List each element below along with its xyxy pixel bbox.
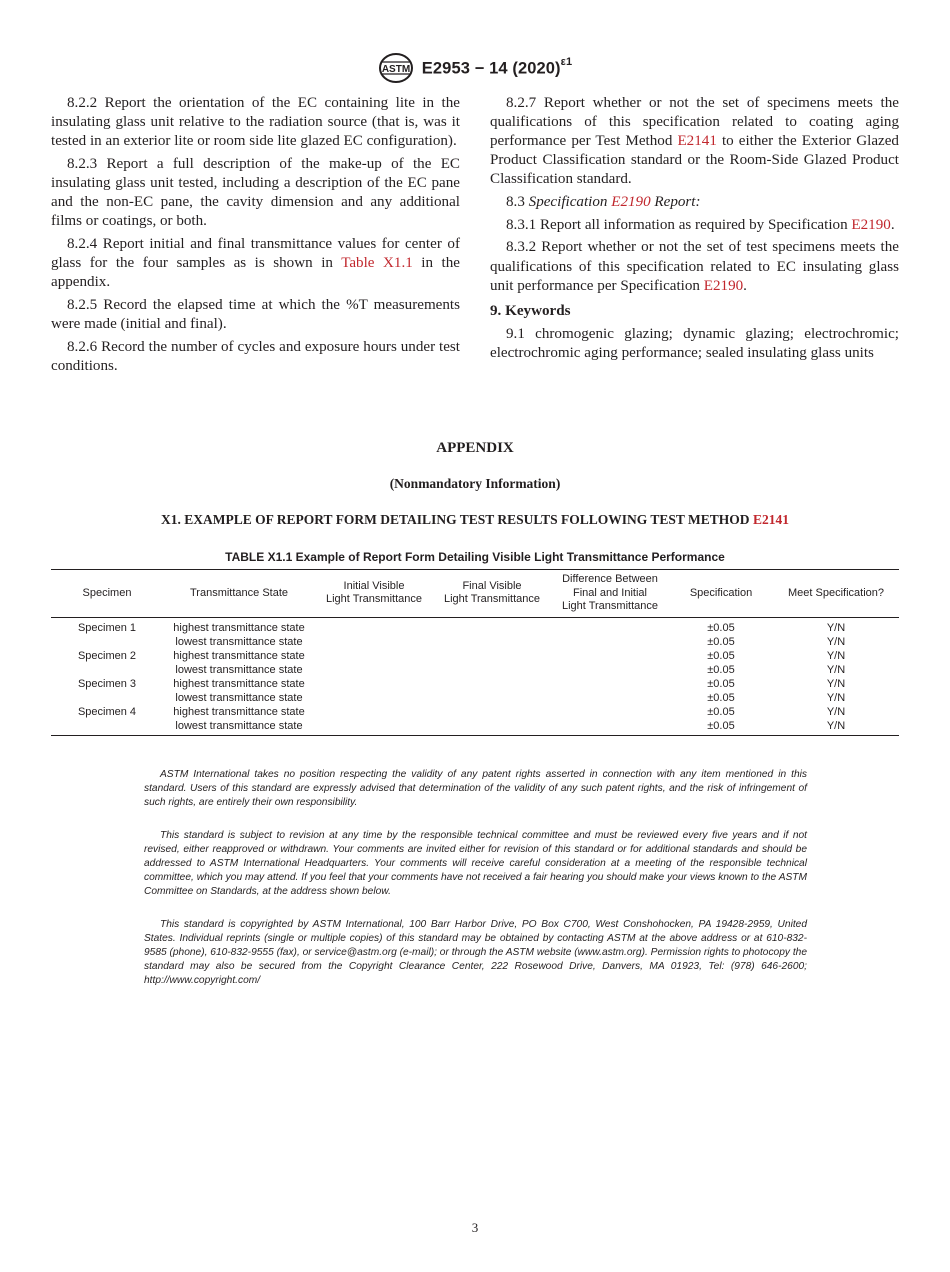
cell-final (433, 617, 551, 635)
cell-specimen (51, 635, 163, 649)
cell-difference (551, 649, 669, 663)
para-8-2-4-tail: in the appendix. (51, 254, 460, 291)
table-row (51, 719, 899, 736)
col-header-diff-l1: Difference Between (562, 573, 658, 585)
cell-specimen: Specimen 2 (77, 649, 137, 662)
cell-state: lowest transmittance state (175, 635, 303, 648)
cell-difference (551, 635, 669, 649)
para-8-3-1-tail: . (890, 216, 895, 233)
cell-spec: ±0.05 (707, 705, 735, 718)
table-x1-1-link[interactable]: Table X1.1 (341, 254, 413, 271)
para-9-1: 9.1 chromogenic glazing; dynamic glazing; electrochromic; electrochromic aging performance; sealed insulating glass units (490, 325, 899, 361)
para-8-2-4-text: 8.2.4 Report initial and final transmittance values for center of glass for the four samples as is shown in (51, 235, 460, 271)
para-8-3-1-text: 8.3.1 Report all information as required by Specification (506, 216, 852, 233)
keywords-heading: 9. Keywords (490, 302, 571, 319)
cell-initial (315, 663, 433, 677)
report-form-table-wrap (51, 569, 899, 736)
table-header-row (51, 570, 899, 618)
col-header-state: Transmittance State (189, 586, 289, 599)
x1-e2141-link[interactable]: E2141 (752, 512, 789, 527)
cell-specimen (51, 691, 163, 705)
e2141-link[interactable]: E2141 (677, 133, 717, 150)
table-row (51, 691, 899, 705)
cell-specimen: Specimen 3 (77, 677, 137, 690)
cell-specimen (51, 663, 163, 677)
appendix-title: APPENDIX (436, 440, 514, 456)
e2190-link-heading[interactable]: E2190 (611, 194, 651, 211)
para-8-3-num: 8.3 (506, 194, 529, 211)
para-8-3-2 (490, 238, 899, 295)
cell-final (433, 635, 551, 649)
cell-state: lowest transmittance state (175, 691, 303, 704)
cell-spec: ±0.05 (707, 635, 735, 648)
col-header-initial-l2: Light Transmittance (326, 593, 422, 606)
logo-text: ASTM (381, 64, 410, 75)
cell-difference (551, 691, 669, 705)
col-header-final (433, 570, 551, 618)
col-header-diff-l3: Light Transmittance (562, 600, 658, 612)
cell-initial (315, 617, 433, 635)
revision-notice: This standard is subject to revision at any time by the responsible technical committee and must be reviewed every five years and if not revised, either reapproved or withdrawn. Your comments are invited either for revision of this standard or for additional standards and should be addressed to ASTM International Headquarters. Your comments will receive careful consideration at a meeting of the responsible technical committee, which you may attend. If you feel that your comments have not received a fair hearing you should make your views known to the ASTM Committee on Standards, at the address shown below. (144, 830, 807, 897)
cell-specimen (51, 719, 163, 736)
cell-state: highest transmittance state (173, 621, 305, 634)
cell-spec: ±0.05 (707, 719, 735, 732)
table-row (51, 635, 899, 649)
cell-state: highest transmittance state (173, 649, 305, 662)
para-8-3-2-text: 8.3.2 Report whether or not the set of test specimens meets the qualifications of this specification related to EC insulating glass unit performance per Specification (490, 239, 899, 294)
table-row (51, 677, 899, 691)
para-8-2-5: 8.2.5 Record the elapsed time at which the %T measurements were made (initial and final). (51, 296, 460, 332)
cell-initial (315, 705, 433, 719)
cell-specimen: Specimen 1 (77, 621, 137, 634)
col-header-initial (315, 570, 433, 618)
cell-spec: ±0.05 (707, 621, 735, 634)
cell-meet: Y/N (826, 719, 846, 732)
appendix-subtitle: (Nonmandatory Information) (389, 476, 561, 491)
cell-difference (551, 663, 669, 677)
cell-initial (315, 719, 433, 736)
para-8-2-3: 8.2.3 Report a full description of the make-up of the EC insulating glass unit tested, including a description of the EC pane and the non-EC pane, the cavity dimension and any additional films or coatings, or both. (51, 155, 460, 230)
right-column (490, 94, 899, 367)
col-header-specification: Specification (689, 586, 753, 599)
col-header-specimen: Specimen (82, 586, 132, 599)
epsilon-mark: ε1 (560, 55, 573, 68)
para-8-2-6: 8.2.6 Record the number of cycles and exposure hours under test conditions. (51, 338, 460, 374)
cell-initial (315, 691, 433, 705)
cell-final (433, 705, 551, 719)
table-row (51, 705, 899, 719)
para-8-2-7-text: 8.2.7 Report whether or not the set of specimens meets the qualifications of this specification related to coating aging performance per Test Method (490, 95, 899, 150)
cell-state: lowest transmittance state (175, 719, 303, 732)
col-header-diff-l2: Final and Initial (573, 586, 647, 599)
table-caption: TABLE X1.1 Example of Report Form Detailing Visible Light Transmittance Performance (225, 550, 725, 564)
e2190-link-8-3-2[interactable]: E2190 (703, 277, 744, 294)
cell-specimen: Specimen 4 (77, 705, 137, 718)
cell-difference (551, 677, 669, 691)
para-8-3-1 (490, 216, 899, 235)
cell-final (433, 691, 551, 705)
cell-meet: Y/N (826, 635, 846, 648)
col-header-final-l2: Light Transmittance (444, 593, 540, 606)
cell-initial (315, 677, 433, 691)
cell-difference (551, 719, 669, 736)
cell-meet: Y/N (826, 649, 846, 662)
patent-notice: ASTM International takes no position respecting the validity of any patent rights asserted in connection with any item mentioned in this standard. Users of this standard are expressly advised that determination of the validity of any such patent rights, and the risk of infringement of such rights, are entirely their own responsibility. (144, 769, 807, 808)
col-header-initial-l1: Initial Visible (343, 579, 405, 592)
cell-final (433, 677, 551, 691)
para-8-2-7 (490, 94, 899, 189)
col-header-final-l1: Final Visible (462, 579, 522, 592)
table-row (51, 663, 899, 677)
designation-text: E2953 − 14 (2020) (421, 59, 561, 78)
para-8-2-2: 8.2.2 Report the orientation of the EC containing lite in the insulating glass unit relative to the radiation source (that is, was it tested in an exterior lite or room side lite glazed EC configuration). (51, 95, 460, 150)
cell-final (433, 719, 551, 736)
cell-difference (551, 617, 669, 635)
cell-initial (315, 649, 433, 663)
x1-title-text: X1. EXAMPLE OF REPORT FORM DETAILING TEST RESULTS FOLLOWING TEST METHOD (161, 512, 753, 527)
cell-spec: ±0.05 (707, 663, 735, 676)
cell-spec: ±0.05 (707, 691, 735, 704)
cell-meet: Y/N (826, 691, 846, 704)
cell-difference (551, 705, 669, 719)
para-8-3 (490, 193, 899, 212)
cell-meet: Y/N (826, 621, 846, 634)
col-header-difference (551, 570, 669, 618)
cell-initial (315, 635, 433, 649)
para-8-3-title-b: Report: (650, 194, 701, 211)
para-8-3-title-a: Specification (528, 194, 612, 211)
page-number: 3 (471, 1220, 479, 1235)
e2190-link-8-3-1[interactable]: E2190 (851, 216, 891, 233)
cell-final (433, 649, 551, 663)
table-row (51, 617, 899, 635)
para-8-2-7-tail: to either the Exterior Glazed Product Classification standard or the Room-Side Glazed Product Classification standard. (490, 133, 899, 188)
left-column (51, 94, 460, 379)
copyright-notice: This standard is copyrighted by ASTM International, 100 Barr Harbor Drive, PO Box C700, West Conshohocken, PA 19428-2959, United States. Individual reprints (single or multiple copies) of this standard may be obtained by contacting ASTM at the above address or at 610-832-9585 (phone), 610-832-9555 (fax), or service@astm.org (e-mail); or through the ASTM website (www.astm.org). Permission rights to photocopy the standard may also be secured from the Copyright Clearance Center, 222 Rosewood Drive, Danvers, MA 01923, Tel: (978) 646-2600; http://www.copyright.com/ (144, 919, 807, 986)
cell-meet: Y/N (826, 663, 846, 676)
para-8-2-4 (51, 235, 460, 292)
table-row (51, 649, 899, 663)
standard-designation (421, 55, 573, 79)
report-form-table (51, 569, 899, 736)
legal-notices (144, 768, 807, 1007)
cell-meet: Y/N (826, 705, 846, 718)
para-8-3-title (529, 194, 701, 210)
col-header-meet: Meet Specification? (788, 586, 884, 599)
cell-spec: ±0.05 (707, 649, 735, 662)
cell-final (433, 663, 551, 677)
cell-state: highest transmittance state (173, 705, 305, 718)
cell-meet: Y/N (826, 677, 846, 690)
cell-state: lowest transmittance state (175, 663, 303, 676)
cell-spec: ±0.05 (707, 677, 735, 690)
page-header (0, 52, 950, 89)
astm-logo-icon (378, 52, 414, 84)
cell-state: highest transmittance state (173, 677, 305, 690)
x1-title (0, 512, 950, 528)
para-8-3-2-tail: . (743, 277, 747, 294)
